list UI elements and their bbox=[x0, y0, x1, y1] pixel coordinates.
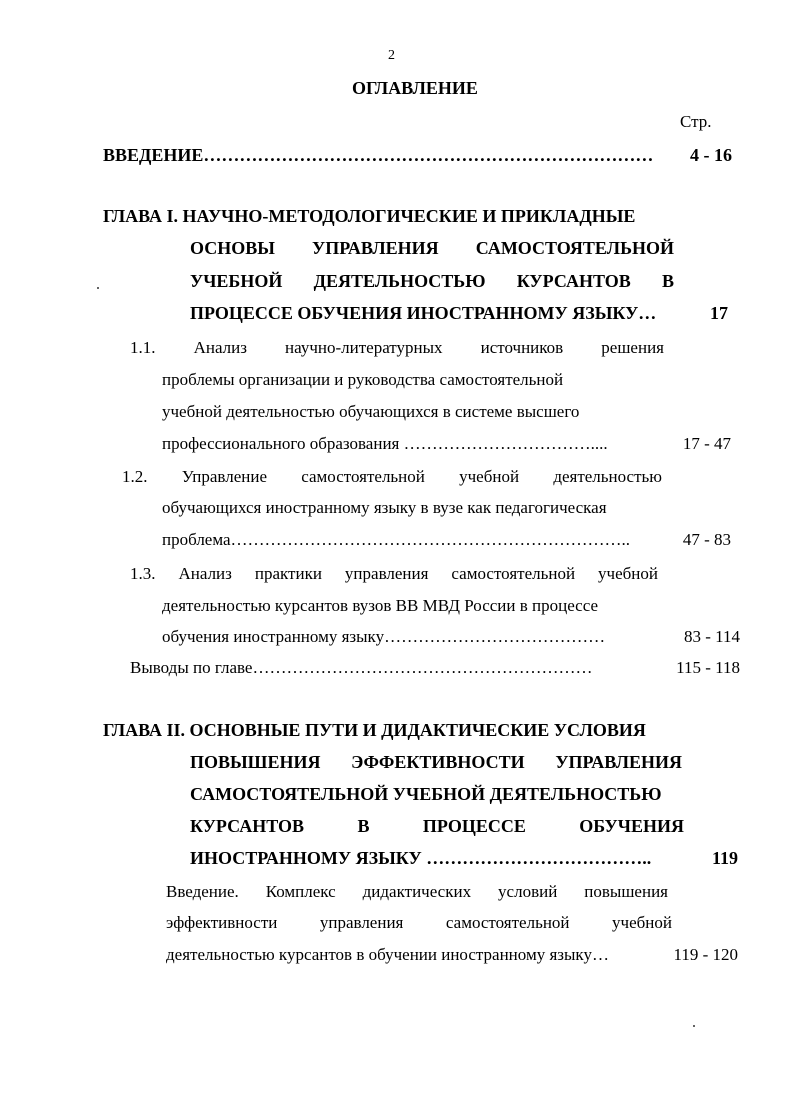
section-1-2-pages: 47 - 83 bbox=[682, 530, 731, 549]
chapter2-heading-line3: САМОСТОЯТЕЛЬНОЙ УЧЕБНОЙ ДЕЯТЕЛЬНОСТЬЮ bbox=[190, 784, 662, 804]
chapter2-intro-line3: деятельностью курсантов в обучении иностранному языку… bbox=[166, 945, 609, 964]
chapter1-heading-line1[interactable]: ГЛАВА I. НАУЧНО-МЕТОДОЛОГИЧЕСКИЕ И ПРИКЛАДНЫЕ bbox=[103, 206, 636, 226]
section-1-3-line2: деятельностью курсантов вузов ВВ МВД России в процессе bbox=[162, 596, 599, 615]
chapter1-heading-line2: ОСНОВЫ УПРАВЛЕНИЯ САМОСТОЯТЕЛЬНОЙ bbox=[190, 238, 674, 258]
page-column-label: Стр. bbox=[680, 112, 712, 131]
section-1-3-line1[interactable]: 1.3. Анализ практики управления самостоятельной учебной bbox=[130, 564, 658, 583]
toc-entry-intro[interactable]: ВВЕДЕНИЕ………………………………………………………………… bbox=[103, 145, 654, 165]
toc-entry-intro-pages: 4 - 16 bbox=[690, 145, 732, 165]
chapter2-intro-line2: эффективности управления самостоятельной учебной bbox=[166, 913, 672, 932]
scan-speck bbox=[693, 1025, 695, 1027]
section-1-1-line4: профессионального образования …………………………….... bbox=[162, 434, 608, 453]
section-1-3-line3: обучения иностранному языку………………………………… bbox=[162, 627, 606, 646]
section-1-2-line1[interactable]: 1.2. Управление самостоятельной учебной деятельностью bbox=[122, 467, 662, 486]
chapter1-pages: 17 bbox=[710, 303, 728, 323]
scan-speck bbox=[97, 287, 99, 289]
page-number: 2 bbox=[388, 48, 395, 63]
chapter1-conclusions[interactable]: Выводы по главе…………………………………………………… bbox=[130, 658, 593, 677]
section-1-2-line2: обучающихся иностранному языку в вузе как педагогическая bbox=[162, 498, 607, 517]
chapter2-intro-line1[interactable]: Введение. Комплекс дидактических условий повышения bbox=[166, 882, 668, 901]
chapter2-heading-line5: ИНОСТРАННОМУ ЯЗЫКУ ……………………………….. bbox=[190, 848, 652, 868]
section-1-2-line3: проблема…………………………………………………………….. bbox=[162, 530, 631, 549]
chapter2-heading-line2: ПОВЫШЕНИЯ ЭФФЕКТИВНОСТИ УПРАВЛЕНИЯ bbox=[190, 752, 682, 772]
chapter2-heading-line4: КУРСАНТОВ В ПРОЦЕССЕ ОБУЧЕНИЯ bbox=[190, 816, 684, 836]
section-1-1-line1[interactable]: 1.1. Анализ научно-литературных источников решения bbox=[130, 338, 664, 357]
section-1-3-pages: 83 - 114 bbox=[683, 627, 740, 646]
section-1-1-pages: 17 - 47 bbox=[682, 434, 731, 453]
chapter2-intro-pages: 119 - 120 bbox=[673, 945, 738, 964]
section-1-1-line2: проблемы организации и руководства самостоятельной bbox=[162, 370, 564, 389]
chapter1-conclusions-pages: 115 - 118 bbox=[676, 658, 740, 677]
chapter1-heading-line3: УЧЕБНОЙ ДЕЯТЕЛЬНОСТЬЮ КУРСАНТОВ В bbox=[190, 271, 674, 291]
chapter2-pages: 119 bbox=[711, 848, 738, 868]
section-1-1-line3: учебной деятельностью обучающихся в системе высшего bbox=[162, 402, 580, 421]
chapter1-heading-line4: ПРОЦЕССЕ ОБУЧЕНИЯ ИНОСТРАННОМУ ЯЗЫКУ… bbox=[190, 303, 657, 323]
chapter2-heading-line1[interactable]: ГЛАВА II. ОСНОВНЫЕ ПУТИ И ДИДАКТИЧЕСКИЕ УСЛОВИЯ bbox=[103, 720, 646, 740]
page-title: ОГЛАВЛЕНИЕ bbox=[352, 78, 478, 98]
